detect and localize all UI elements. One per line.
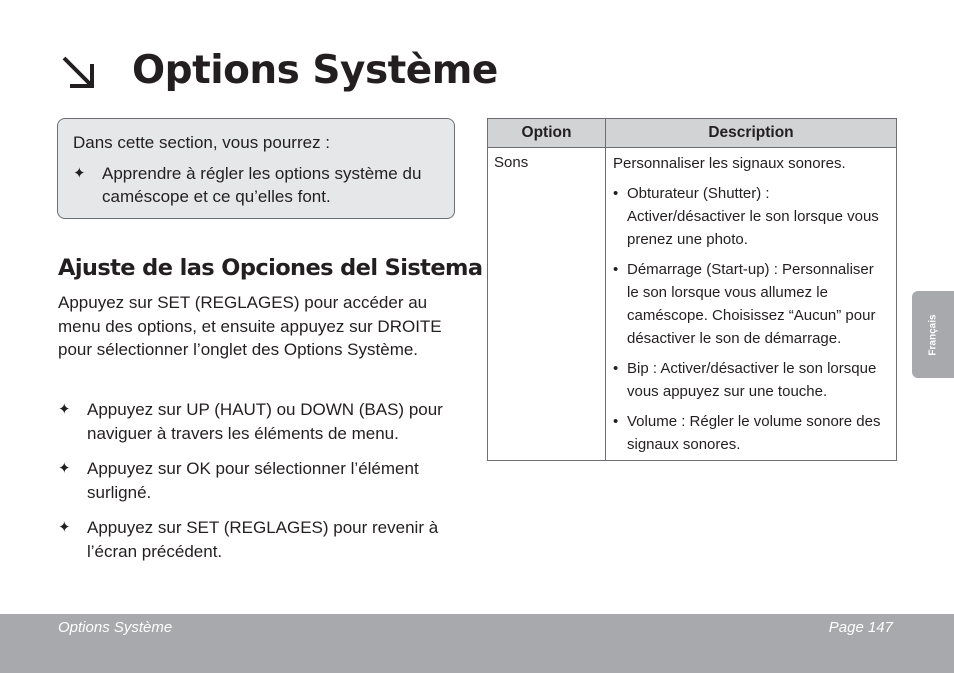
step-text: Appuyez sur SET (REGLAGES) pour revenir à l’écran précédent. — [87, 518, 439, 561]
description-list — [613, 182, 888, 456]
column-header-option: Option — [488, 119, 606, 148]
section-paragraph: Appuyez sur SET (REGLAGES) pour accéder au menu des options, et ensuite appuyez sur DROITE pour sélectionner l’onglet des Options Système. — [58, 293, 442, 359]
intro-text: Dans cette section, vous pourrez : — [73, 133, 331, 152]
language-tab — [912, 291, 954, 378]
page-number: Page 147 — [828, 619, 893, 636]
option-cell: Sons — [488, 148, 606, 461]
list-item — [58, 516, 468, 563]
description-intro: Personnaliser les signaux sonores. — [613, 155, 846, 172]
table-row — [488, 148, 897, 461]
diagonal-arrow-icon — [58, 52, 98, 92]
options-table — [487, 118, 897, 461]
table-header-row — [488, 119, 897, 148]
page-title: Options Système — [132, 48, 498, 93]
list-item: • Démarrage (Start-up) : Personnaliser le son lorsque vous allumez le caméscope. Choisissez “Aucun” pour désactiver le son de démarrage. — [613, 258, 888, 350]
step-text: Appuyez sur OK pour sélectionner l’élément surligné. — [87, 459, 419, 502]
description-cell — [606, 148, 897, 461]
language-tab-label: Français — [927, 313, 939, 356]
star-bullet-icon: ✦ — [73, 165, 86, 182]
section-heading: Ajuste de las Opciones del Sistema — [58, 255, 483, 281]
list-item — [58, 457, 468, 504]
list-item: • Obturateur (Shutter) : Activer/désactiver le son lorsque vous prenez une photo. — [613, 182, 888, 251]
list-item: • Volume : Régler le volume sonore des signaux sonores. — [613, 410, 888, 456]
star-bullet-icon: ✦ — [58, 519, 71, 536]
steps-list — [58, 398, 468, 563]
intro-bullet-text: Apprendre à régler les options système du caméscope et ce qu’elles font. — [102, 164, 422, 206]
star-bullet-icon: ✦ — [58, 460, 71, 477]
column-header-description: Description — [606, 119, 897, 148]
intro-bullet — [73, 162, 443, 208]
footer-section-title: Options Système — [58, 619, 173, 636]
footer-bar — [0, 614, 954, 673]
intro-box — [57, 118, 455, 219]
step-text: Appuyez sur UP (HAUT) ou DOWN (BAS) pour naviguer à travers les éléments de menu. — [87, 400, 443, 443]
star-bullet-icon: ✦ — [58, 401, 71, 418]
list-item — [58, 398, 468, 445]
list-item: • Bip : Activer/désactiver le son lorsque vous appuyez sur une touche. — [613, 357, 888, 403]
